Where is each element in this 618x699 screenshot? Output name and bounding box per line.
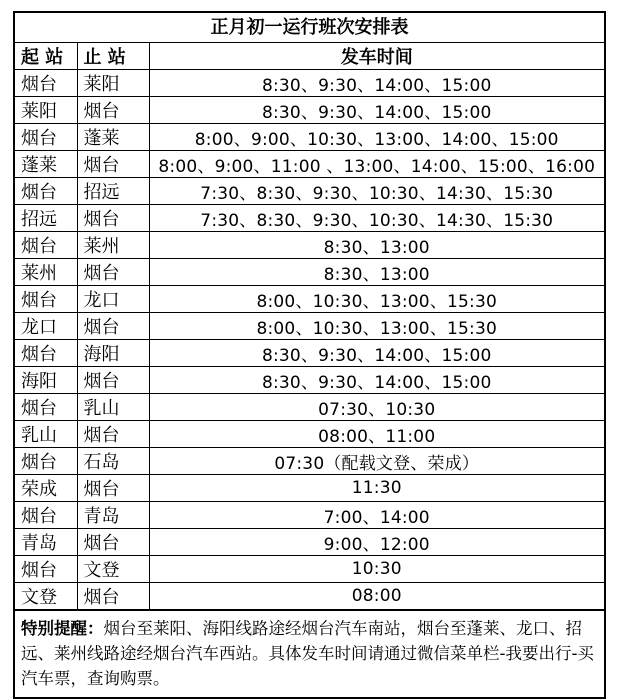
times-cell: 08:00 [149,583,604,610]
table-row [15,205,604,232]
table-row [15,70,604,97]
to-cell: 烟台 [77,421,149,448]
to-cell: 烟台 [77,313,149,340]
header-row [15,43,604,70]
to-cell: 莱州 [77,232,149,259]
table-row [15,259,604,286]
from-cell: 烟台 [15,502,77,529]
header-times: 发车时间 [149,43,604,70]
to-cell: 石岛 [77,448,149,475]
to-cell: 烟台 [77,583,149,610]
table-row [15,583,604,610]
from-cell: 青岛 [15,529,77,556]
schedule-table [15,43,604,610]
times-cell: 8:00、10:30、13:00、15:30 [149,286,604,313]
times-cell: 8:30、13:00 [149,232,604,259]
from-cell: 招远 [15,205,77,232]
to-cell: 招远 [77,178,149,205]
to-cell: 青岛 [77,502,149,529]
from-cell: 烟台 [15,556,77,583]
to-cell: 文登 [77,556,149,583]
from-cell: 烟台 [15,70,77,97]
times-cell: 10:30 [149,556,604,583]
to-cell: 烟台 [77,259,149,286]
table-row [15,232,604,259]
to-cell: 烟台 [77,97,149,124]
header-from: 起 站 [15,43,77,70]
times-cell: 7:00、14:00 [149,502,604,529]
table-row [15,448,604,475]
table-row [15,124,604,151]
times-cell: 8:00、9:00、11:00 、13:00、14:00、15:00、16:00 [149,151,604,178]
times-cell: 9:00、12:00 [149,529,604,556]
to-cell: 烟台 [77,205,149,232]
from-cell: 蓬莱 [15,151,77,178]
from-cell: 烟台 [15,124,77,151]
to-cell: 烟台 [77,475,149,502]
schedule-sheet [13,11,606,699]
to-cell: 乳山 [77,394,149,421]
from-cell: 乳山 [15,421,77,448]
table-row [15,286,604,313]
from-cell: 海阳 [15,367,77,394]
table-row [15,313,604,340]
table-row [15,367,604,394]
to-cell: 烟台 [77,529,149,556]
to-cell: 烟台 [77,151,149,178]
times-cell: 7:30、8:30、9:30、10:30、14:30、15:30 [149,178,604,205]
table-row [15,475,604,502]
table-row [15,556,604,583]
times-cell: 8:30、9:30、14:00、15:00 [149,97,604,124]
from-cell: 莱阳 [15,97,77,124]
times-cell: 8:30、9:30、14:00、15:00 [149,340,604,367]
from-cell: 莱州 [15,259,77,286]
to-cell: 海阳 [77,340,149,367]
times-cell: 8:30、9:30、14:00、15:00 [149,70,604,97]
from-cell: 荣成 [15,475,77,502]
from-cell: 文登 [15,583,77,610]
from-cell: 龙口 [15,313,77,340]
from-cell: 烟台 [15,286,77,313]
table-row [15,178,604,205]
table-row [15,529,604,556]
from-cell: 烟台 [15,448,77,475]
to-cell: 蓬莱 [77,124,149,151]
to-cell: 烟台 [77,367,149,394]
times-cell: 07:30（配载文登、荣成） [149,448,604,475]
from-cell: 烟台 [15,340,77,367]
from-cell: 烟台 [15,178,77,205]
table-row [15,394,604,421]
table-row [15,340,604,367]
times-cell: 8:00、10:30、13:00、15:30 [149,313,604,340]
from-cell: 烟台 [15,394,77,421]
times-cell: 8:30、9:30、14:00、15:00 [149,367,604,394]
table-row [15,151,604,178]
schedule-rows [15,70,604,610]
notice-label: 特别提醒： [21,619,104,638]
times-cell: 8:30、13:00 [149,259,604,286]
times-cell: 08:00、11:00 [149,421,604,448]
table-row [15,502,604,529]
table-title: 正月初一运行班次安排表 [15,13,604,43]
times-cell: 07:30、10:30 [149,394,604,421]
notice-text: 烟台至莱阳、海阳线路途经烟台汽车南站，烟台至蓬莱、龙口、招远、莱州线路途经烟台汽车西站。具体发车时间请通过微信菜单栏-我要出行-买汽车票，查询购票。 [21,619,594,688]
to-cell: 莱阳 [77,70,149,97]
table-row [15,421,604,448]
times-cell: 7:30、8:30、9:30、10:30、14:30、15:30 [149,205,604,232]
notice [15,610,604,697]
table-row [15,97,604,124]
times-cell: 11:30 [149,475,604,502]
header-to: 止 站 [77,43,149,70]
to-cell: 龙口 [77,286,149,313]
times-cell: 8:00、9:00、10:30、13:00、14:00、15:00 [149,124,604,151]
from-cell: 烟台 [15,232,77,259]
